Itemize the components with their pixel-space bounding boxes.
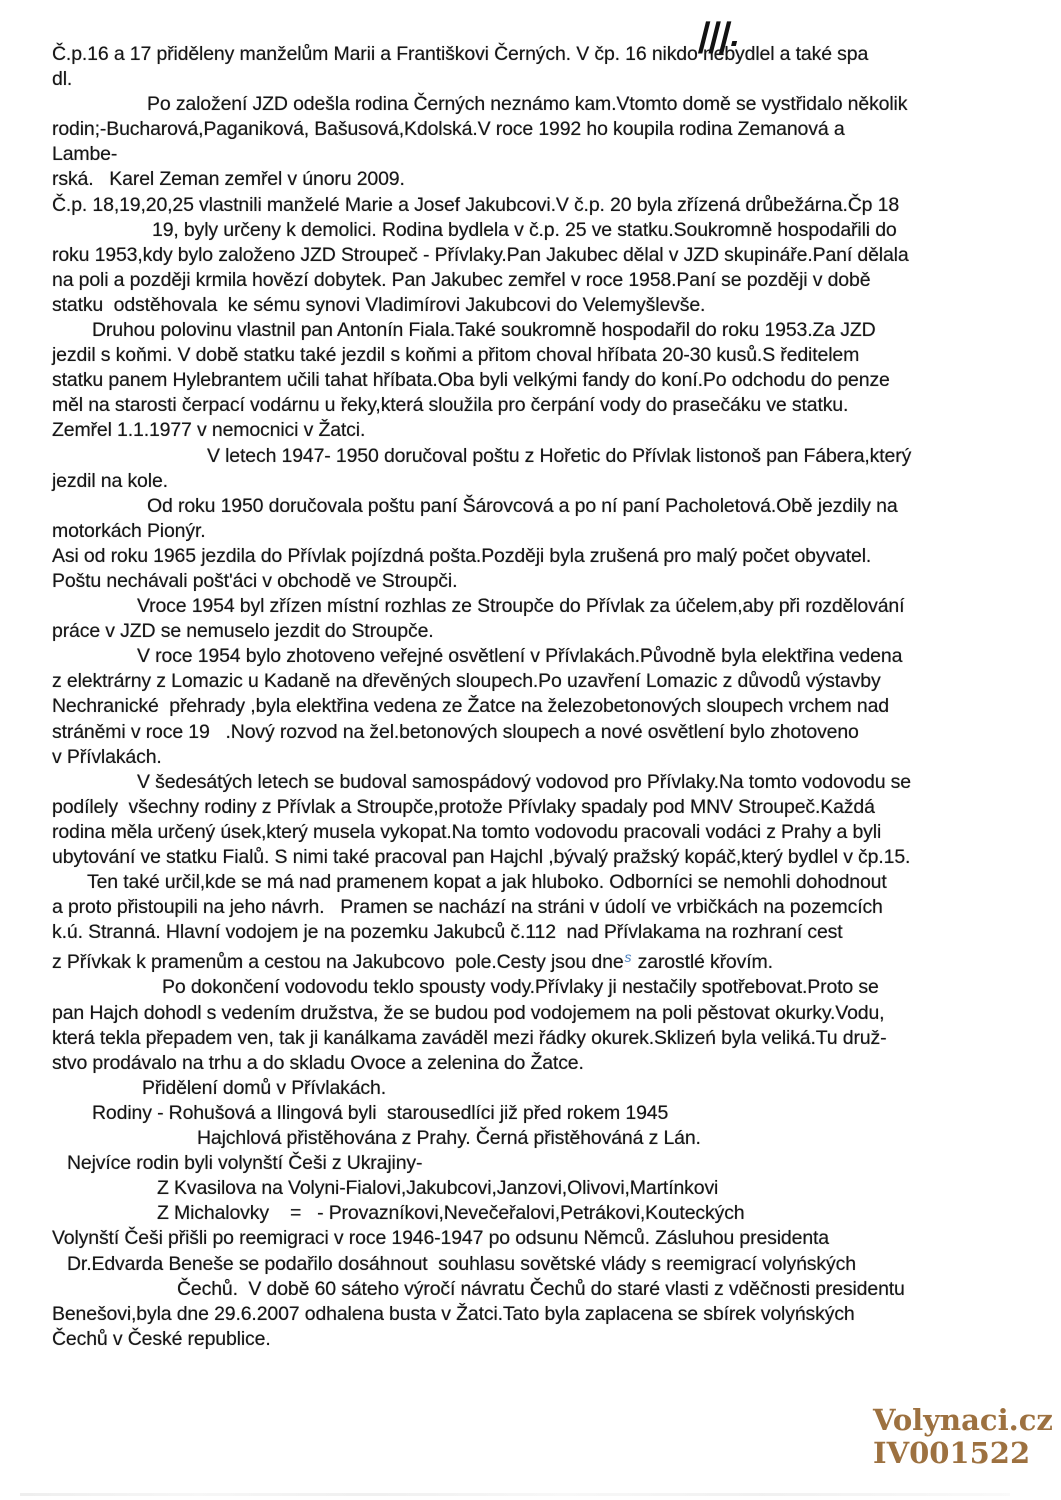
text-line: Z Michalovky = - Provazníkovi,Nevečeřalovi,Petrákovi,Kouteckých	[157, 1202, 745, 1225]
text-line: práce v JZD se nemuselo jezdit do Stroupče.	[52, 620, 434, 643]
text-line: Asi od roku 1965 jezdila do Přívlak pojízdná pošta.Později byla zrušená pro malý počet obyvatel.	[52, 544, 872, 567]
text-line: stvo prodávalo na trhu a do skladu Ovoce a zelenina do Žatce.	[52, 1051, 584, 1074]
text-line: V šedesátých letech se budoval samospádový vodovod pro Přívlaky.Na tomto vodovodu se	[137, 770, 911, 793]
text-line: Dr.Edvarda Beneše se podařilo dosáhnout souhlasu sovětské vlády s reemigrací volyńských	[67, 1252, 856, 1275]
text-line: Č.p.16 a 17 přiděleny manželům Marii a Františkovi Černých. V čp. 16 nikdo nebydlel a také spa	[52, 43, 869, 65]
text-segment: zarostlé křovím.	[632, 951, 773, 974]
text-line: Vroce 1954 byl zřízen místní rozhlas ze Stroupče do Přívlak za účelem,aby při rozdělování	[137, 595, 905, 618]
watermark-site: Volynaci.cz	[873, 1403, 1053, 1437]
text-line	[52, 945, 1037, 975]
text-line: dl.	[52, 68, 73, 91]
text-line: která tekla přepadem ven, tak ji kanálkama zaváděl mezi řádky okurek.Sklizeń byla veliká.Tu druž-	[52, 1026, 887, 1049]
text-line: V roce 1954 bylo zhotoveno veřejné osvětlení v Přívlakách.Původně byla elektřina vedena	[137, 645, 903, 668]
text-line: stráněmi v roce 19 .Nový rozvod na žel.betonových sloupech a nové osvětlení bylo zhotoveno	[52, 720, 859, 743]
text-line: Z Kvasilova na Volyni-Fialovi,Jakubcovi,Janzovi,Olivovi,Martínkovi	[157, 1177, 719, 1200]
text-line: roku 1953,kdy bylo založeno JZD Stroupeč - Přívlaky.Pan Jakubec dělal v JZD skupináře.Paní dělala	[52, 243, 909, 266]
text-line: měl na starosti čerpací vodárnu u řeky,která sloužila pro čerpání vody do prasečáku ve statku.	[52, 394, 849, 417]
text-line: Ten také určil,kde se má nad pramenem kopat a jak hluboko. Odborníci se nemohli dohodnout	[87, 871, 887, 894]
text-line: rodina měla určený úsek,který musela vykopat.Na tomto vodovodu pracovali vodáci z Prahy a byli	[52, 820, 882, 843]
text-line: Čechů. V době 60 sáteho výročí návratu Čechů do staré vlasti z vděčnosti presidentu	[177, 1277, 905, 1300]
text-line: Hajchlová přistěhována z Prahy. Černá přistěhováná z Lán.	[197, 1127, 701, 1150]
text-line: k.ú. Stranná. Hlavní vodojem je na pozemku Jakubců č.112 nad Přívlakama na rozhraní cest	[52, 921, 843, 944]
text-line: Benešovi,byla dne 29.6.2007 odhalena busta v Žatci.Tato byla zaplacena se sbírek volyńských	[52, 1302, 855, 1325]
text-line: jezdil na kole.	[52, 469, 168, 492]
text-line: Poštu nechávali pošt'áci v obchodě ve Stroupči.	[52, 569, 458, 592]
text-line: Zemřel 1.1.1977 v nemocnici v Žatci.	[52, 419, 366, 442]
text-line: pan Hajch dohodl s vedením družstva, že se budou pod vodojemem na poli pěstovat okurky.Vodu,	[52, 1001, 885, 1024]
text-line: Druhou polovinu vlastnil pan Antonín Fiala.Také soukromně hospodařil do roku 1953.Za JZD	[92, 319, 876, 342]
text-line: Rodiny - Rohušová a Ilingová byli starousedlíci již před rokem 1945	[92, 1101, 669, 1124]
text-line: Nejvíce rodin byli volynští Češi z Ukrajiny-	[67, 1152, 423, 1175]
handwritten-page-number: |||.	[695, 16, 747, 54]
text-segment: z Přívkak k pramenům a cestou na Jakubcovo pole.Cesty jsou dne	[52, 951, 624, 974]
document-body	[52, 42, 1037, 1352]
text-line: Od roku 1950 doručovala poštu paní Šárovcová a po ní paní Pacholetová.Obě jezdily na	[147, 494, 898, 517]
text-line: Po dokončení vodovodu teklo spousty vody.Přívlaky ji nestačily spotřebovat.Proto se	[162, 976, 879, 999]
text-line: ubytování ve statku Fialů. S nimi také pracoval pan Hajchl ,bývalý pražský kopáč,který bydlel v čp.15.	[52, 846, 911, 868]
text-line: rodin;-Bucharová,Paganiková, Bašusová,Kdolská.V roce 1992 ho koupila rodina Zemanová a	[52, 118, 845, 141]
text-line: jezdil s koňmi. V době statku také jezdil s koňmi a přitom choval hříbata 20-30 kusů.S ředitelem	[52, 344, 860, 367]
text-line: a proto přistoupili na jeho návrh. Pramen se nachází na stráni v údolí ve vrbičkách na pozemcích	[52, 896, 883, 919]
text-line: Č.p. 18,19,20,25 vlastnili manželé Marie a Josef Jakubcovi.V č.p. 20 byla zřízená drůbežárna.Čp 18	[52, 193, 900, 216]
text-line: Volynští Češi přišli po reemigraci v roce 1946-1947 po odsunu Němců. Zásluhou presidenta	[52, 1227, 829, 1250]
text-line: V letech 1947- 1950 doručoval poštu z Hořetic do Přívlak listonoš pan Fábera,který	[207, 444, 912, 467]
text-line: Čechů v České republice.	[52, 1327, 271, 1350]
watermark-id: IV001522	[873, 1436, 1031, 1470]
text-line: statku panem Hylebrantem učili tahat hříbata.Oba byli velkými fandy do koní.Po odchodu do penze	[52, 369, 890, 392]
text-line: motorkách Pionýr.	[52, 519, 206, 542]
text-line: Přidělení domů v Přívlakách.	[142, 1076, 386, 1099]
text-line: 19, byly určeny k demolici. Rodina bydlela v č.p. 25 ve statku.Soukromně hospodařili do	[152, 218, 897, 241]
scan-edge-artifact	[20, 1493, 1010, 1496]
text-line: rská. Karel Zeman zemřel v únoru 2009.	[52, 168, 405, 191]
text-line: podílely všechny rodiny z Přívlak a Stroupče,protože Přívlaky spadaly pod MNV Stroupeč.Každá	[52, 795, 875, 818]
text-line: na poli a později krmila hovězí dobytek. Pan Jakubec zemřel v roce 1958.Paní se později v době	[52, 268, 871, 291]
watermark	[873, 1404, 1053, 1470]
text-line: statku odstěhovala ke sému synovi Vladimírovi Jakubcovi do Velemyšlevše.	[52, 293, 706, 316]
text-line: Po založení JZD odešla rodina Černých neznámo kam.Vtomto domě se vystřidalo několik	[147, 93, 908, 116]
text-line: v Přívlakách.	[52, 745, 162, 768]
text-line: Lambe-	[52, 143, 118, 166]
text-line: Nechranické přehrady ,byla elektřina vedena ze Žatce na železobetonových sloupech vrchem nad	[52, 695, 889, 718]
handwritten-insertion: s	[624, 949, 632, 966]
text-line: z elektrárny z Lomazic u Kadaně na dřevěných sloupech.Po uzavření Lomazic z důvodů výstavby	[52, 670, 881, 693]
